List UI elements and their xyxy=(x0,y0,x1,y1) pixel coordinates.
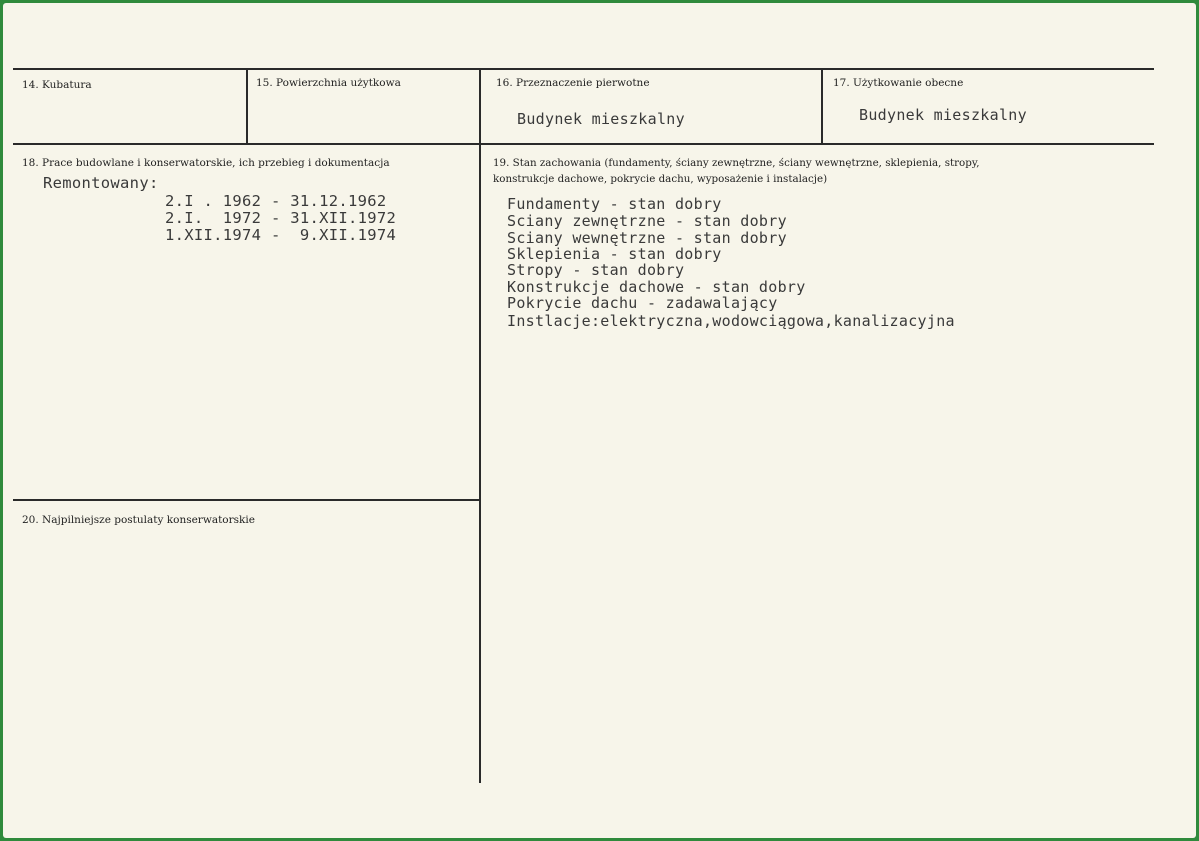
field-16-label: 16. Przeznaczenie pierwotne xyxy=(496,77,650,89)
field-19-label-line2: konstrukcje dachowe, pokrycie dachu, wyposażenie i instalacje) xyxy=(493,173,828,185)
field-16-value: Budynek mieszkalny xyxy=(517,110,685,128)
section-20-rule xyxy=(13,499,479,501)
divider-16-17 xyxy=(821,70,823,143)
field-14-label: 14. Kubatura xyxy=(22,79,92,91)
divider-14-15 xyxy=(246,70,248,143)
condition-item: Sciany zewnętrzne - stan dobry xyxy=(507,212,787,230)
condition-item: Sklepienia - stan dobry xyxy=(507,245,722,263)
top-rule xyxy=(13,68,1154,70)
row-rule xyxy=(13,143,1154,145)
repair-date-2: 2.I. 1972 - 31.XII.1972 xyxy=(165,209,397,227)
repair-date-1: 2.I . 1962 - 31.12.1962 xyxy=(165,192,387,210)
condition-item: Sciany wewnętrzne - stan dobry xyxy=(507,229,787,247)
field-18-label: 18. Prace budowlane i konserwatorskie, ich przebieg i dokumentacja xyxy=(22,157,390,169)
field-17-label: 17. Użytkowanie obecne xyxy=(833,77,964,89)
field-15-label: 15. Powierzchnia użytkowa xyxy=(256,77,401,89)
divider-15-16 xyxy=(479,70,481,143)
condition-item: Pokrycie dachu - zadawalający xyxy=(507,294,778,312)
field-17-value: Budynek mieszkalny xyxy=(859,106,1027,124)
condition-item: Fundamenty - stan dobry xyxy=(507,195,722,213)
field-18-heading: Remontowany: xyxy=(43,174,159,192)
condition-item: Konstrukcje dachowe - stan dobry xyxy=(507,278,806,296)
field-20-label: 20. Najpilniejsze postulaty konserwatorskie xyxy=(22,514,255,526)
condition-item: Stropy - stan dobry xyxy=(507,261,685,279)
record-card xyxy=(3,3,1196,838)
repair-date-3: 1.XII.1974 - 9.XII.1974 xyxy=(165,226,397,244)
condition-item: Instlacje:elektryczna,wodowciągowa,kanalizacyjna xyxy=(507,312,955,330)
main-divider xyxy=(479,145,481,783)
field-19-label-line1: 19. Stan zachowania (fundamenty, ściany zewnętrzne, ściany wewnętrzne, sklepienia, stropy, xyxy=(493,157,980,169)
